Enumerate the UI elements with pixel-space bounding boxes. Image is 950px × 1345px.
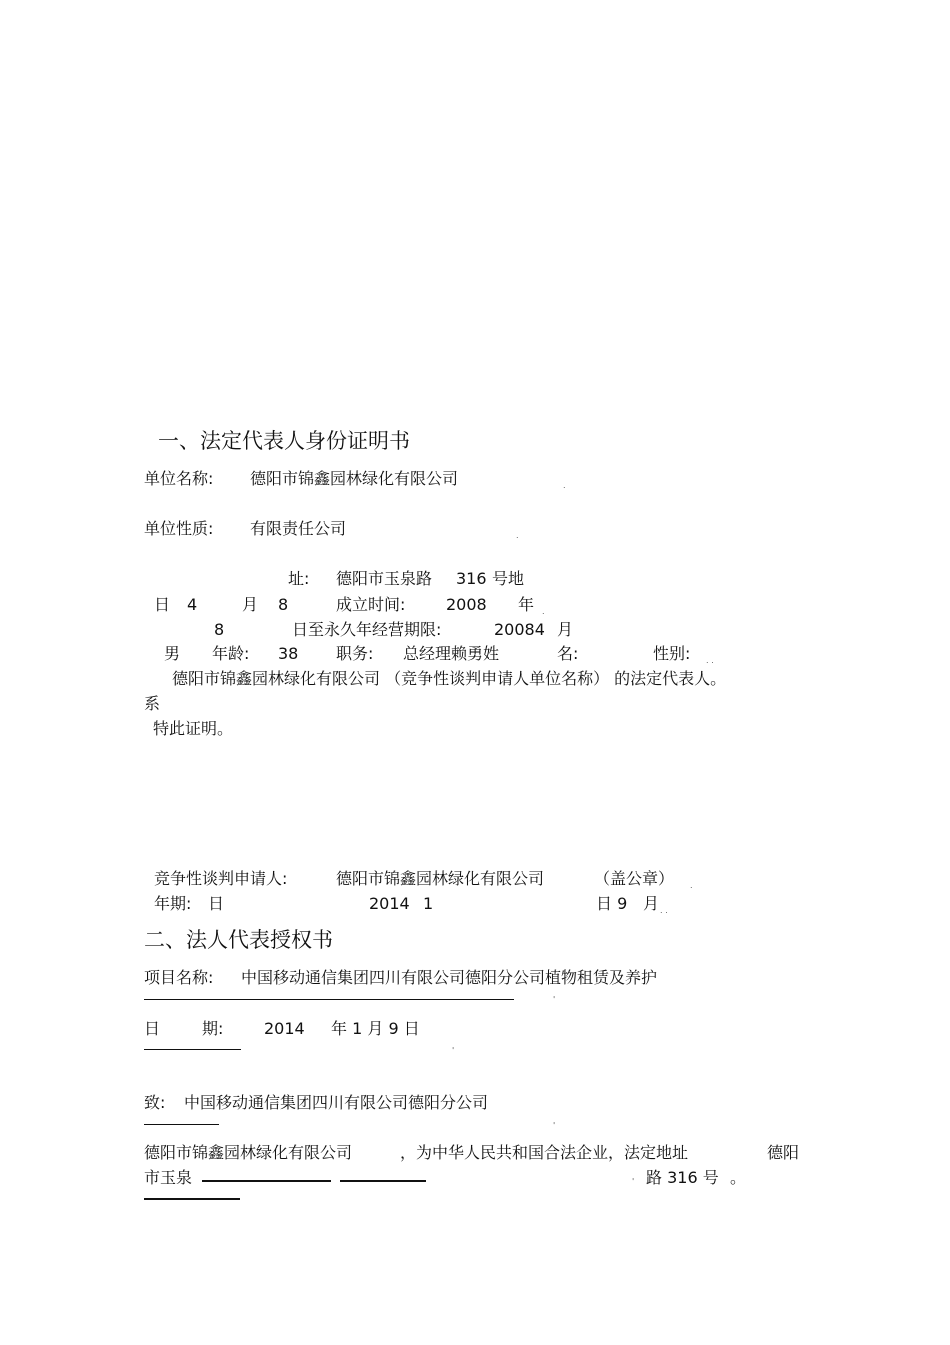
project-label: 项目名称: xyxy=(144,968,214,987)
date-month: 1 xyxy=(423,894,434,913)
date-ri: 日 xyxy=(208,894,225,913)
age-label: 年龄: xyxy=(212,644,250,663)
dot-mark: ' xyxy=(553,995,556,1004)
applicant-label: 竞争性谈判申请人: xyxy=(154,869,288,888)
dot-mark: ' xyxy=(452,1046,455,1055)
blank-line xyxy=(202,1180,331,1182)
section1-heading: 一、法定代表人身份证明书 xyxy=(158,429,410,453)
unit-nature-value: 有限责任公司 xyxy=(250,519,347,538)
body-end: 。 xyxy=(730,1168,747,1187)
unit-name-value: 德阳市锦鑫园林绿化有限公司 xyxy=(250,469,459,488)
seal-text: （盖公章） xyxy=(594,869,675,888)
position-label: 职务: xyxy=(336,644,374,663)
section2-heading: 二、法人代表授权书 xyxy=(144,928,333,952)
term-text: 日至永久年经营期限: xyxy=(292,620,442,639)
date2-year: 2014 xyxy=(264,1019,305,1038)
project-value: 中国移动通信集团四川有限公司德阳分公司植物租赁及养护 xyxy=(241,968,658,987)
unit-nature-label: 单位性质: xyxy=(144,519,214,538)
date-yue: 月 xyxy=(643,894,660,913)
date2-qi: 期: xyxy=(202,1019,224,1038)
dot-mark: . . xyxy=(706,656,714,665)
row1-4: 4 xyxy=(187,595,198,614)
unit-name-label: 单位名称: xyxy=(144,469,214,488)
address-number: 316 xyxy=(456,569,487,588)
dot-mark: ' xyxy=(632,1177,635,1186)
dot-mark: . xyxy=(690,881,693,890)
row1-ri: 日 xyxy=(154,595,171,614)
dot-mark: ' xyxy=(553,1121,556,1130)
dot-mark: . . xyxy=(660,906,668,915)
certify-text: 特此证明。 xyxy=(153,719,234,738)
body-line2-start: 市玉泉 xyxy=(144,1168,193,1187)
date2-rest: 年 1 月 9 日 xyxy=(331,1019,420,1038)
blank-line xyxy=(340,1180,426,1182)
body-deyang: 德阳 xyxy=(767,1143,800,1162)
dot-mark: . xyxy=(516,531,519,540)
row1-nian: 年 xyxy=(518,595,535,614)
sex-label: 性别: xyxy=(653,644,691,663)
underline xyxy=(144,999,514,1000)
term-number: 20084 xyxy=(494,620,545,639)
address-char: 址: xyxy=(288,569,310,588)
blank-line xyxy=(144,1198,240,1200)
address-suffix: 号地 xyxy=(492,569,525,588)
row2-8: 8 xyxy=(214,620,225,639)
dot-mark: . xyxy=(563,481,566,490)
position-value: 总经理赖勇姓 xyxy=(403,644,500,663)
date-label: 年期: xyxy=(154,894,192,913)
xi-char: 系 xyxy=(144,694,161,713)
age-value: 38 xyxy=(278,644,299,663)
body-company: 德阳市锦鑫园林绿化有限公司 xyxy=(144,1143,353,1162)
body-mid: ，为中华人民共和国合法企业，法定地址 xyxy=(400,1143,689,1162)
date-day: 日 9 xyxy=(596,894,628,913)
applicant-value: 德阳市锦鑫园林绿化有限公司 xyxy=(336,869,545,888)
body-road: 路 316 号 xyxy=(646,1168,719,1187)
established-year: 2008 xyxy=(446,595,487,614)
row1-8: 8 xyxy=(278,595,289,614)
underline xyxy=(144,1049,241,1050)
to-value: 中国移动通信集团四川有限公司德阳分公司 xyxy=(184,1093,489,1112)
address-value: 德阳市玉泉路 xyxy=(336,569,433,588)
underline xyxy=(144,1124,219,1125)
row2-yue: 月 xyxy=(557,620,574,639)
dot-mark: . xyxy=(542,607,545,616)
name-label: 名: xyxy=(557,644,579,663)
date2-ri: 日 xyxy=(144,1019,161,1038)
statement: 德阳市锦鑫园林绿化有限公司 （竞争性谈判申请人单位名称） 的法定代表人。 xyxy=(172,669,727,688)
date-year: 2014 xyxy=(369,894,410,913)
to-label: 致: xyxy=(144,1093,166,1112)
row1-yue: 月 xyxy=(242,595,259,614)
gender-value: 男 xyxy=(164,644,181,663)
established-label: 成立时间: xyxy=(336,595,406,614)
